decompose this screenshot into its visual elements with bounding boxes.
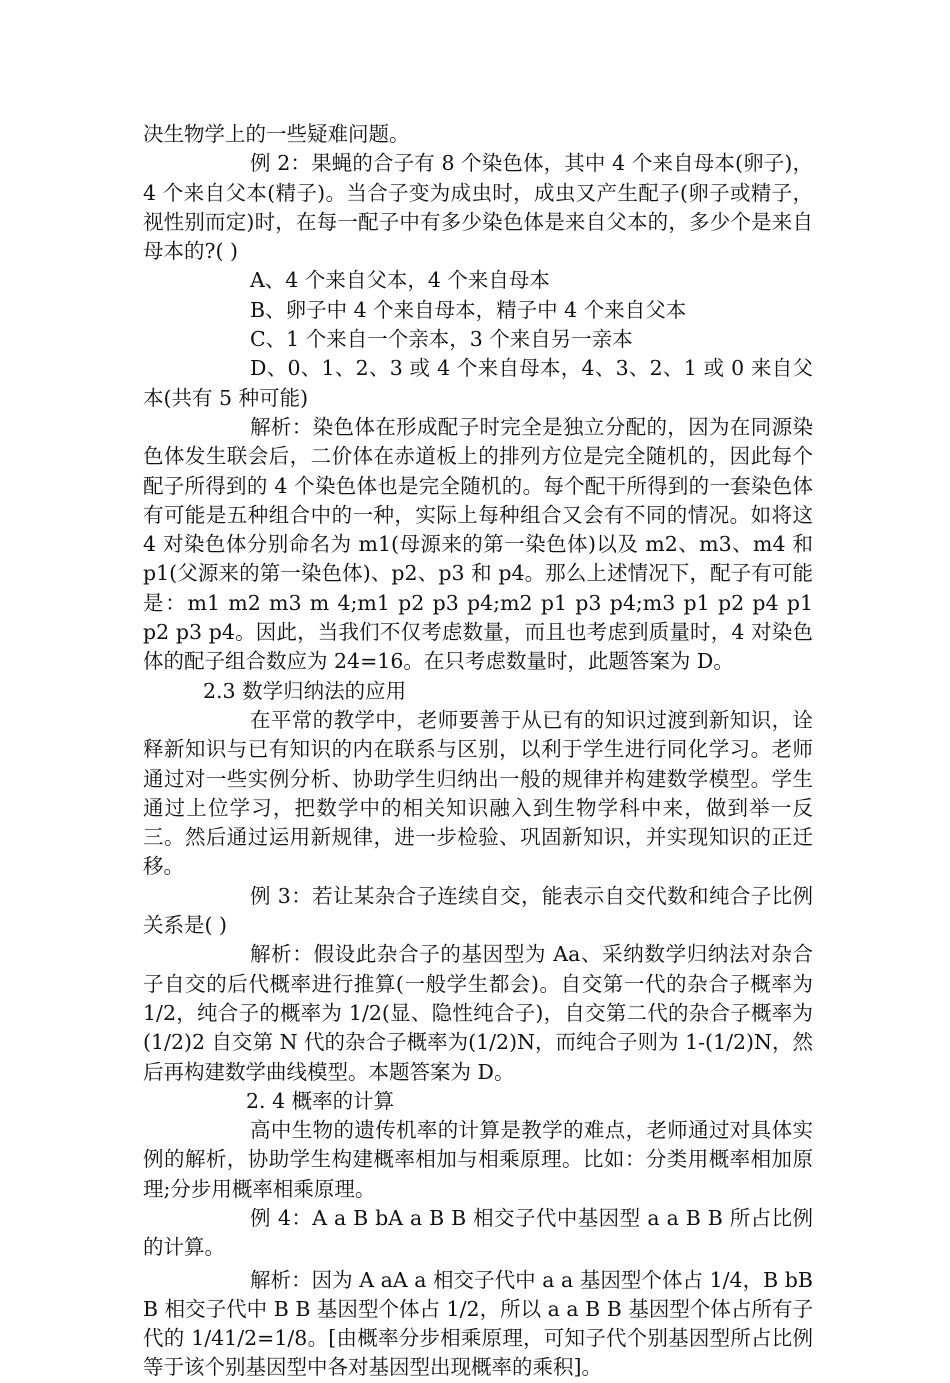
paragraph-intro-continuation: 决生物学上的一些疑难问题。 <box>143 122 410 146</box>
example-2-option-d: D、0、1、2、3 或 4 个来自母本，4、3、2、1 或 0 来自父本(共有 5 种可能) <box>143 356 813 410</box>
example-2-option-b: B、卵子中 4 个来自母本，精子中 4 个来自父本 <box>250 297 687 322</box>
example-2-question: 例 2：果蝇的合子有 8 个染色体，其中 4 个来自母本(卵子)，4 个来自父本(精子)。当合子变为成虫时，成虫又产生配子(卵子或精子，视性别而定)时，在每一配子中有多少染色体是来自父本的，多少个是来自母本的?( ) <box>143 151 813 264</box>
example-3-question: 例 3：若让某杂合子连续自交，能表示自交代数和纯合子比例关系是( ) <box>143 883 813 938</box>
example-2-option-c: C、1 个来自一个亲本，3 个来自另一亲本 <box>250 327 633 352</box>
example-2-analysis: 解析：染色体在形成配子时完全是独立分配的，因为在同源染色体发生联会后，二价体在赤道板上的排列方位是完全随机的，因此每个配子所得到的 4 个染色体也是完全随机的。每个配干所得到的一套染色体有可能是五种组合中的一种，实际上每种组合又会有不同的情况。如将这 4 对染色体分别命名为 m1(母源来的第一染色体)以及 m2、m3、m4 和 p1(父源来的第一染色体)、p2、p3 和 p4。那么上述情况下，配子有可能是：m1 m2 m3 m 4;m1 p2 p3 p4;m2 p1 p3 p4;m3 p1 p2 p4 p1 p2 p3 p4。因此，当我们不仅考虑数量，而且也考虑到质量时，4 对染色体的配子组合数应为 24=16。在只考虑数量时，此题答案为 D。 <box>143 414 813 674</box>
section-2-4-paragraph: 高中生物的遗传机率的计算是教学的难点，老师通过对具体实例的解析，协助学生构建概率相加与相乘原理。比如：分类用概率相加原理;分步用概率相乘原理。 <box>143 1118 813 1201</box>
example-2-option-a: A、4 个来自父本，4 个来自母本 <box>250 268 550 293</box>
example-4-question: 例 4：A a B bA a B B 相交子代中基因型 a a B B 所占比例的计算。 <box>143 1205 813 1260</box>
example-3-analysis: 解析：假设此杂合子的基因型为 Aa、采纳数学归纳法对杂合子自交的后代概率进行推算(一般学生都会)。自交第一代的杂合子概率为 1/2，纯合子的概率为 1/2(显、隐性纯合子)，自交第二代的杂合子概率为(1/2)2 自交第 N 代的杂合子概率为(1/2)N，而纯合子则为 1-(1/2)N，然后再构建数学曲线模型。本题答案为 D。 <box>143 942 813 1084</box>
section-heading-2-3: 2.3 数学归纳法的应用 <box>203 678 407 703</box>
example-4-analysis: 解析：因为 A aA a 相交子代中 a a 基因型个体占 1/4，B bB B 相交子代中 B B 基因型个体占 1/2，所以 a a B B 基因型个体占所有子代的 1/41/2=1/8。[由概率分步相乘原理，可知子代个别基因型所占比例等于该个别基因型中各对基因型出现概率的乘积]。 <box>143 1267 813 1380</box>
section-2-3-paragraph: 在平常的教学中，老师要善于从已有的知识过渡到新知识，诠释新知识与已有知识的内在联系与区别，以利于学生进行同化学习。老师通过对一些实例分析、协助学生归纳出一般的规律并构建数学模型。学生通过上位学习，把数学中的相关知识融入到生物学科中来，做到举一反三。然后通过运用新规律，进一步检验、巩固新知识，并实现知识的正迁移。 <box>143 707 813 879</box>
section-heading-2-4: 2. 4 概率的计算 <box>246 1088 395 1113</box>
document-page <box>143 120 813 1383</box>
